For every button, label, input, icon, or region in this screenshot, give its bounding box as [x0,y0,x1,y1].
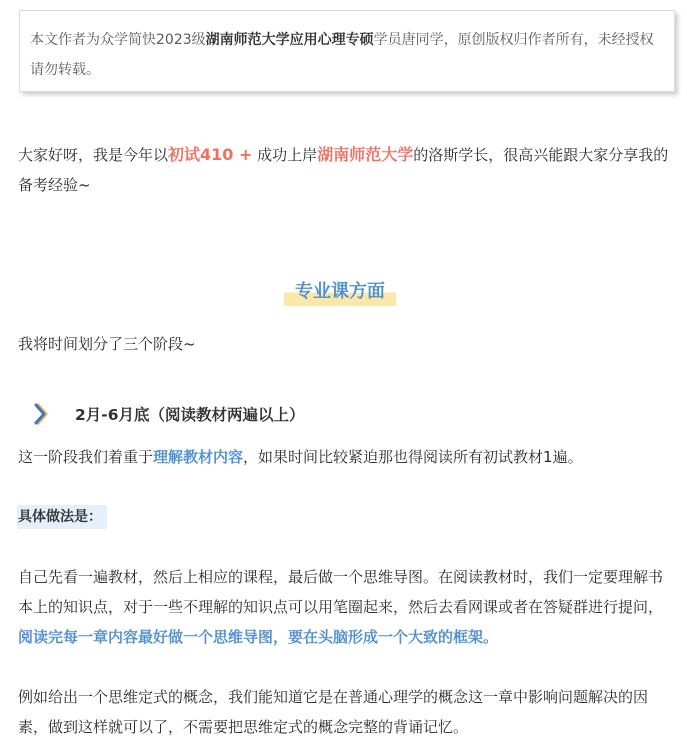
note-suffix: 学员唐同学，原创版权归作者所有，未经授权请勿转载。 [30,32,654,78]
copyright-note [19,10,675,92]
stage-desc-highlight: 理解教材内容 [153,448,244,466]
intro-text-3: 的洛斯学长，很高兴能跟大家分享我的备考经验~ [18,146,669,194]
stage-desc-text-1: 这一阶段我们着重于 [18,448,154,466]
note-school-program: 湖南师范大学应用心理专硕 [205,32,374,48]
intro-paragraph [18,140,673,200]
copyright-note-text [30,25,666,85]
stage-title: 2月-6月底（阅读教材两遍以上） [75,406,305,424]
intro-school-highlight: 湖南师范大学 [317,145,414,164]
stage-description [18,442,673,472]
example-paragraph: 例如给出一个思维定式的概念，我们能知道它是在普通心理学的概念这一章中影响问题解决的因素，做到这样就可以了，不需要把思维定式的概念完整的背诵记忆。 [18,688,649,736]
stages-intro: 我将时间划分了三个阶段~ [18,335,196,353]
section-title: 专业课方面 [284,278,396,306]
stage-desc-text-2: ，如果时间比较紧迫那也得阅读所有初试教材1遍。 [243,448,583,466]
intro-text-2: 成功上岸 [252,146,318,164]
method-desc-text: 自己先看一遍教材，然后上相应的课程，最后做一个思维导图。在阅读教材时，我们一定要理解书本上的知识点，对于一些不理解的知识点可以用笔圈起来，然后去看网课或者在答疑群进行提问， [18,568,664,616]
chevron-right-icon [34,402,50,426]
intro-text-1: 大家好呀，我是今年以 [18,146,169,164]
method-label: 具体做法是： [17,505,107,529]
method-desc-highlight: 阅读完每一章内容最好做一个思维导图，要在头脑形成一个大致的框架。 [18,628,499,646]
note-prefix: 本文作者为众学简快2023级 [30,32,206,48]
method-description [18,562,673,652]
intro-score-highlight: 初试410 + [168,145,253,164]
